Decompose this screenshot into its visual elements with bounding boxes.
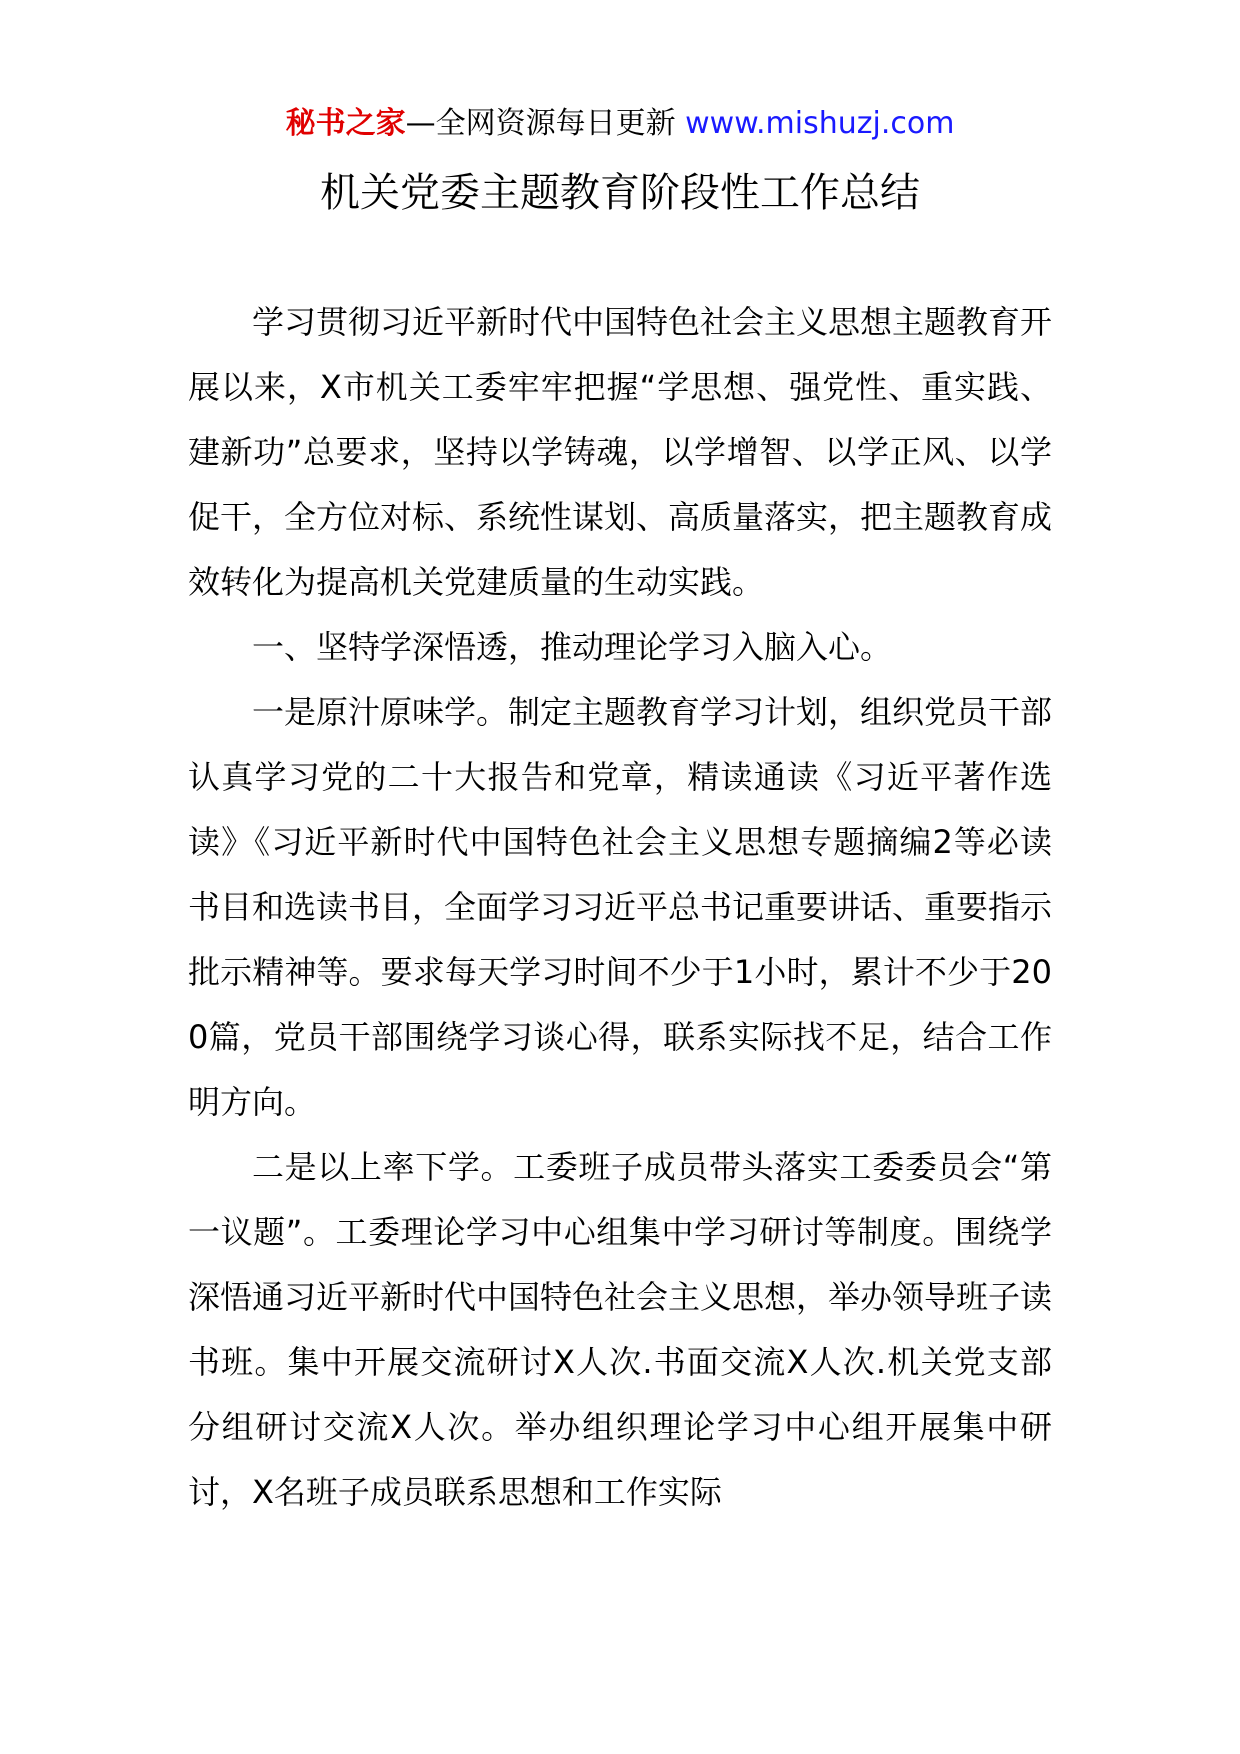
site-url-link[interactable]: www.mishuzj.com xyxy=(685,106,955,141)
section-heading: 一、坚特学深悟透，推动理论学习入脑入心。 xyxy=(252,628,893,666)
brand-name: 秘书之家 xyxy=(285,106,406,141)
document-title: 机关党委主题教育阶段性工作总结 xyxy=(320,170,920,216)
header-banner xyxy=(0,100,1240,148)
intro-paragraph: 学习贯彻习近平新时代中国特色社会主义思想主题教育开展以来，X市机关工委牢牢把握“学思想、强党性、重实践、建新功”总要求，坚持以学铸魂，以学增智、以学正风、以学促干，全方位对标、系统性谋划、高质量落实，把主题教育成效转化为提高机关党建质量的生动实践。 xyxy=(188,303,1053,601)
document-body xyxy=(188,290,1052,1525)
banner-slogan: —全网资源每日更新 xyxy=(405,106,686,141)
body-paragraph: 二是以上率下学。工委班子成员带头落实工委委员会“第一议题”。工委理论学习中心组集中学习研讨等制度。围绕学深悟通习近平新时代中国特色社会主义思想，举办领导班子读书班。集中开展交流研讨X人次.书面交流X人次.机关党支部分组研讨交流X人次。举办组织理论学习中心组开展集中研讨，X名班子成员联系思想和工作实际 xyxy=(188,1148,1053,1511)
body-paragraph: 一是原汁原味学。制定主题教育学习计划，组织党员干部认真学习党的二十大报告和党章，精读通读《习近平著作选读》《习近平新时代中国特色社会主义思想专题摘编2等必读书目和选读书目，全面学习习近平总书记重要讲话、重要指示批示精神等。要求每天学习时间不少于1小时，累计不少于200篇，党员干部围绕学习谈心得，联系实际找不足，结合工作明方向。 xyxy=(188,693,1053,1121)
